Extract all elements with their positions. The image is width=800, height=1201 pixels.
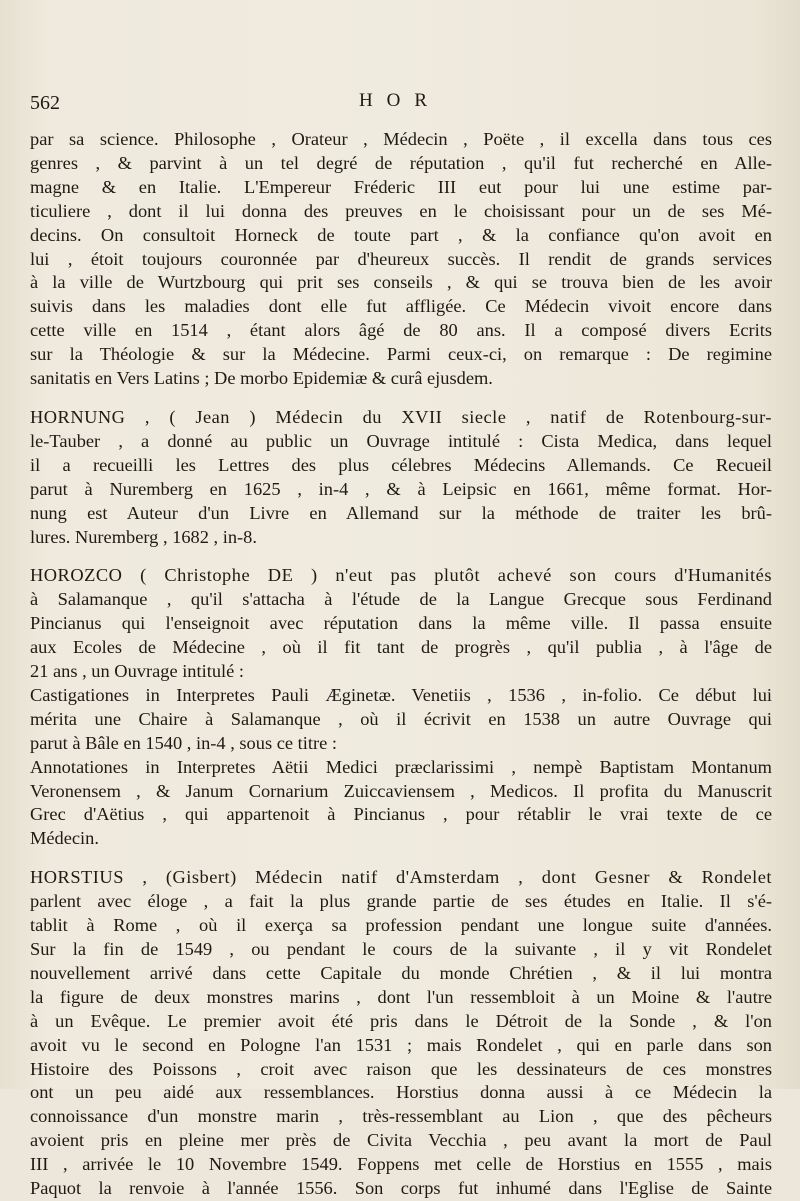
text-line: Grec d'Aëtius , qui appartenoit à Pincianus , pour rétablir le vrai texte de ce — [30, 804, 772, 825]
text-line: ont un peu aidé aux ressemblances. Horstius donna aussi à ce Médecin la — [30, 1082, 772, 1103]
entry-heading-line: HORNUNG , ( Jean ) Médecin du XVII siecle , natif de Rotenbourg-sur- — [30, 406, 772, 427]
text-line: III , arrivée le 10 Novembre 1549. Foppens met celle de Horstius en 1555 , mais — [30, 1154, 772, 1175]
paragraph-horozco — [30, 564, 772, 851]
text-line: nung est Auteur d'un Livre en Allemand sur la méthode de traiter les brû- — [30, 502, 772, 523]
text-line: Médecin. — [30, 828, 99, 849]
text-line: Pincianus qui l'enseignoit avec réputation dans la même ville. Il passa ensuite — [30, 613, 772, 634]
text-line: à la ville de Wurtzbourg qui prit ses conseils , & qui se trouva bien de les avoir — [30, 272, 772, 293]
text-line: avoient pris en pleine mer près de Civita Vecchia , peu avant la mort de Paul — [30, 1130, 772, 1151]
text-line: le-Tauber , a donné au public un Ouvrage intitulé : Cista Medica, dans lequel — [30, 430, 772, 451]
text-line: genres , & parvint à un tel degré de réputation , qu'il fut recherché en Alle- — [30, 152, 772, 173]
text-line: aux Ecoles de Médecine , où il fit tant de progrès , qu'il publia , à l'âge de — [30, 637, 772, 658]
text-line: magne & en Italie. L'Empereur Fréderic III eut pour lui une estime par- — [30, 176, 772, 197]
text-line: Castigationes in Interpretes Pauli Æginetæ. Venetiis , 1536 , in-folio. Ce début lui — [30, 684, 772, 705]
text-line: sur la Théologie & sur la Médecine. Parmi ceux-ci, on remarque : De regimine — [30, 344, 772, 365]
text-line: la figure de deux monstres marins , dont l'un ressembloit à un Moine & l'autre — [30, 986, 772, 1007]
page-number: 562 — [30, 92, 60, 114]
entry-heading-line: HORSTIUS , (Gisbert) Médecin natif d'Amsterdam , dont Gesner & Rondelet — [30, 867, 772, 888]
text-line: tablit à Rome , où il exerça sa profession pendant une longue suite d'années. — [30, 915, 772, 936]
text-line: parut à Bâle en 1540 , in-4 , sous ce titre : — [30, 732, 337, 753]
text-line: lures. Nuremberg , 1682 , in-8. — [30, 526, 257, 547]
text-line: decins. On consultoit Horneck de toute part , & la confiance qu'on avoit en — [30, 224, 772, 245]
text-line: Paquot la renvoie à l'année 1556. Son corps fut inhumé dans l'Eglise de Sainte — [30, 1178, 772, 1199]
page-body — [30, 128, 772, 1201]
text-line: nouvellement arrivé dans cette Capitale du monde Chrétien , & il lui montra — [30, 962, 772, 983]
page-header — [30, 86, 770, 120]
text-line: parlent avec éloge , a fait la plus grande partie de ses études en Italie. Il s'é- — [30, 891, 772, 912]
entry-heading-line: HOROZCO ( Christophe DE ) n'eut pas plutôt achevé son cours d'Humanités — [30, 565, 772, 586]
text-line: suivis dans les maladies dont elle fut affligée. Ce Médecin vivoit encore dans — [30, 296, 772, 317]
text-line: connoissance d'un monstre marin , très-ressemblant au Lion , que des pêcheurs — [30, 1106, 772, 1127]
text-line: Sur la fin de 1549 , ou pendant le cours de la suivante , il y vit Rondelet — [30, 939, 772, 959]
text-line: 21 ans , un Ouvrage intitulé : — [30, 661, 245, 682]
paragraph-hornung — [30, 406, 772, 549]
text-line: Annotationes in Interpretes Aëtii Medici præclarissimi , nempè Baptistam Montanum — [30, 756, 772, 777]
text-line: par sa science. Philosophe , Orateur , Médecin , Poëte , il excella dans tous ces — [30, 129, 772, 149]
text-line: avoit vu le second en Pologne l'an 1531 ; mais Rondelet , qui en parle dans son — [30, 1034, 772, 1055]
text-line: à un Evêque. Le premier avoit été pris dans le Détroit de la Sonde , & l'on — [30, 1010, 772, 1031]
text-line: parut à Nuremberg en 1625 , in-4 , & à Leipsic en 1661, même format. Hor- — [30, 478, 772, 499]
text-line: ticuliere , dont il lui donna des preuves en le choisissant pour un de ses Mé- — [30, 200, 772, 221]
text-line: sanitatis en Vers Latins ; De morbo Epidemiæ & curâ ejusdem. — [30, 368, 493, 389]
text-line: il a recueilli les Lettres des plus célebres Médecins Allemands. Ce Recueil — [30, 454, 772, 475]
text-line: cette ville en 1514 , étant alors âgé de 80 ans. Il a composé divers Ecrits — [30, 320, 772, 341]
paragraph-horstius — [30, 866, 772, 1201]
running-head: HOR — [358, 90, 442, 111]
text-line: mérita une Chaire à Salamanque , où il écrivit en 1538 un autre Ouvrage qui — [30, 708, 772, 729]
paragraph-horneck — [30, 128, 772, 391]
text-line: Veronensem , & Janum Cornarium Zuiccaviensem , Medicos. Il profita du Manuscrit — [30, 780, 772, 801]
text-line: à Salamanque , qu'il s'attacha à l'étude de la Langue Grecque sous Ferdinand — [30, 589, 772, 610]
text-line: Histoire des Poissons , croit avec raison que les dessinateurs de ces monstres — [30, 1058, 772, 1079]
text-line: lui , étoit toujours couronnée par d'heureux succès. Il rendit de grands services — [30, 248, 772, 269]
